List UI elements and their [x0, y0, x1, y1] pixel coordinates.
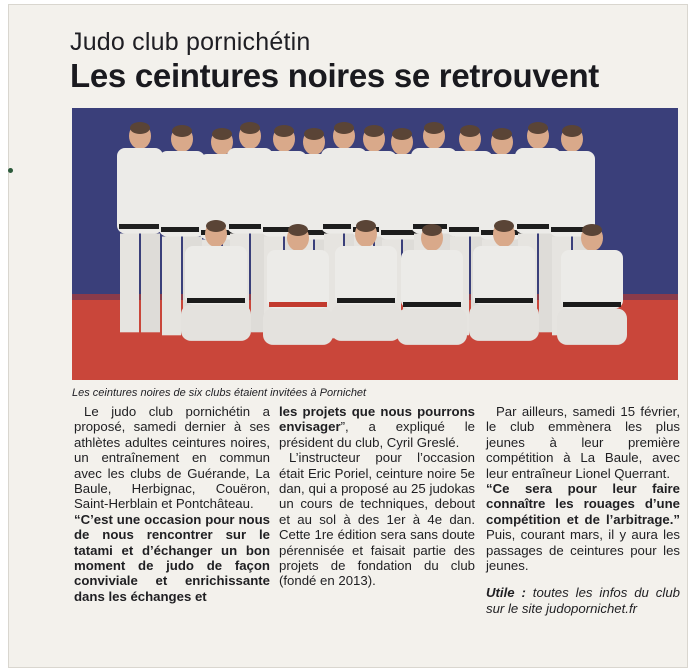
quote-continuation: les projets que nous pourrons envisager — [279, 404, 475, 435]
margin-mark — [8, 168, 13, 173]
quote-attribution: ”, a expliqué le président du club, Cyril Greslé. — [279, 419, 475, 450]
article-kicker: Judo club pornichétin — [70, 28, 311, 56]
article-column-3 — [486, 404, 680, 616]
info-note — [486, 585, 680, 616]
paragraph: Par ailleurs, samedi 15 février, le club emmènera les plus jeunes à leur première compétition à La Baule, avec leur entraîneur Lionel Querrant. — [486, 404, 680, 481]
paragraph: L’instructeur pour l’occasion était Eric Poriel, ceinture noire 5e dan, qui a proposé au 25 judokas un cours de techniques, debout et au sol à des 1er à 4e dan. Cette 1re édition sera sans doute pérennisée et faisait partie des projets de fondation du club (fondé en 2013). — [279, 450, 475, 589]
info-label: Utile : — [486, 585, 526, 601]
paragraph — [486, 481, 680, 573]
paragraph: Le judo club pornichétin a proposé, samedi dernier à ses athlètes adultes ceintures noires, un entraînement en commun avec les clubs de Guérande, La Baule, Herbignac, Couëron, Saint-Herblain et Pontchâteau. — [74, 404, 270, 512]
article-column-2 — [279, 404, 475, 589]
paragraph — [279, 404, 475, 450]
paragraph-text: Puis, courant mars, il y aura les passages de ceintures pour les jeunes. — [486, 527, 680, 574]
photo-caption: Les ceintures noires de six clubs étaient invitées à Pornichet — [72, 387, 367, 399]
group-photo-image — [72, 108, 678, 380]
info-text: toutes les infos du club sur le site judopornichet.fr — [486, 585, 680, 616]
group-photo — [72, 108, 678, 380]
trainer-quote: “Ce sera pour leur faire connaître les rouages d’une compétition et de l’arbitrage.” — [486, 481, 680, 527]
article-column-1 — [74, 404, 270, 604]
quote-paragraph: “C’est une occasion pour nous de nous rencontrer sur le tatami et d’échanger un bon moment de judo de façon conviviale et enrichissante dans les échanges et — [74, 511, 270, 604]
article-headline: Les ceintures noires se retrouvent — [70, 57, 599, 94]
